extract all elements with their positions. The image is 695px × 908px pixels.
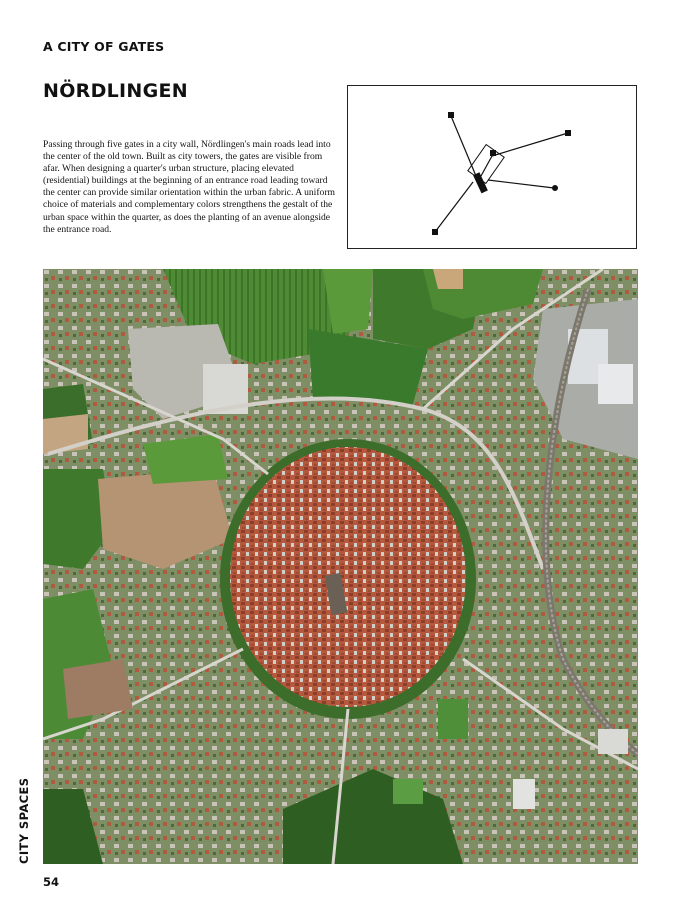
gates-diagram	[347, 85, 637, 249]
page-title: NÖRDLINGEN	[43, 80, 189, 102]
industrial-roof	[513, 779, 535, 809]
aerial-photo-svg	[43, 269, 638, 864]
diagram-road	[435, 182, 473, 232]
diagram-road	[451, 116, 476, 176]
field-tan	[63, 659, 133, 719]
sports-field	[393, 779, 423, 804]
industrial-roof	[598, 729, 628, 754]
diagram-road	[488, 180, 554, 188]
diagram-road	[481, 156, 492, 176]
old-town	[230, 447, 466, 707]
diagram-gate-marker	[432, 229, 438, 235]
diagram-gate-marker	[565, 130, 571, 136]
diagram-old-town-outline	[468, 145, 504, 184]
side-section-label: CITY SPACES	[17, 777, 31, 864]
diagram-road	[492, 133, 568, 156]
aerial-photo	[43, 269, 638, 864]
field-tan	[433, 269, 463, 289]
page-number: 54	[43, 875, 60, 889]
diagram-gate-marker	[490, 150, 496, 156]
industrial-roof	[598, 364, 633, 404]
gates-diagram-svg	[348, 86, 636, 248]
body-paragraph: Passing through five gates in a city wall, Nördlingen's main roads lead into the center of the old town. Built as city towers, the gates are visible from afar. When designing a quarter's urban structure, placing elevated (residential) buildings at the beginning of an entrance road leading toward the center can provide similar orientation within the urban fabric. A uniform choice of materials and complementary colors strengthens the gestalt of the urban space within the quarter, as does the planting of an avenue alongside the entrance road.	[43, 139, 335, 235]
section-label: A CITY OF GATES	[43, 39, 165, 54]
diagram-gate-marker	[448, 112, 454, 118]
sports-field	[438, 699, 468, 739]
diagram-gate-marker	[552, 185, 558, 191]
